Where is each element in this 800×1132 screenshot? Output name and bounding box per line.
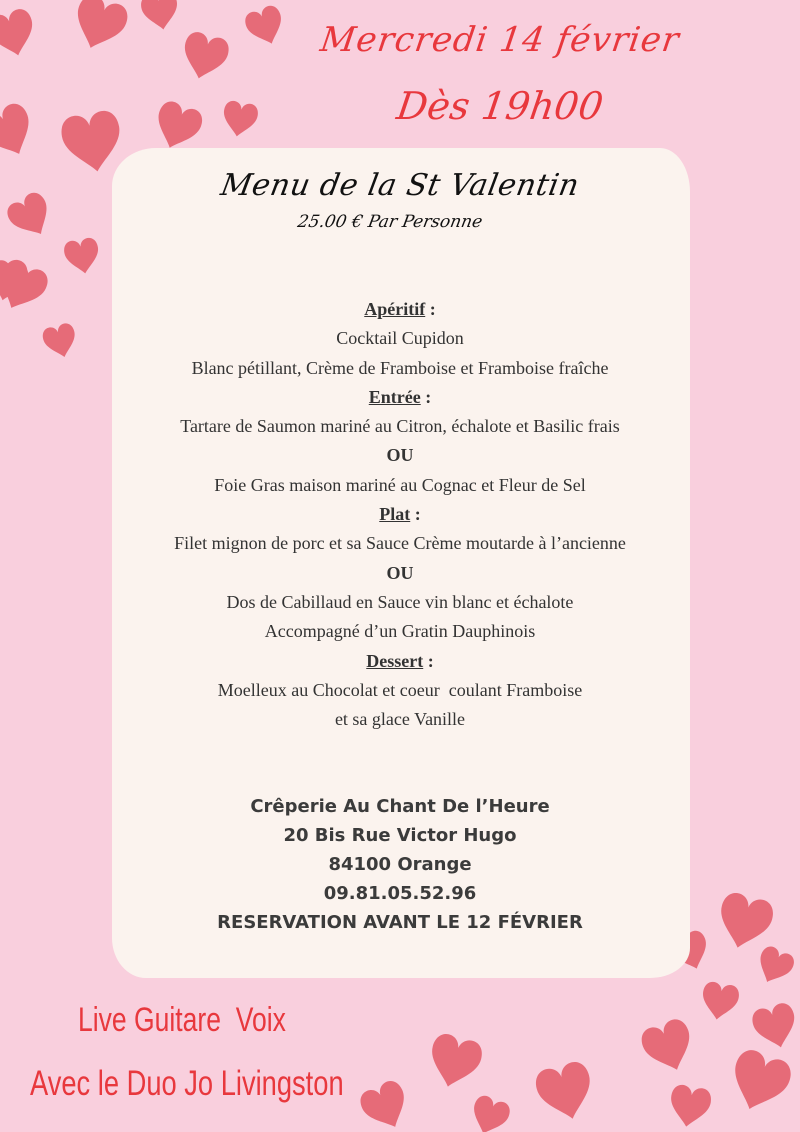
heart-shape [750,1001,800,1053]
heart-shape [220,100,259,140]
heart-shape [466,1093,512,1132]
menu-item: Dos de Cabillaud en Sauce vin blanc et échalote [226,591,574,612]
menu-item: Accompagné d’un Gratin Dauphinois [264,621,536,642]
band-name-line: Avec le Duo Jo Livingston [30,1064,344,1103]
reservation-note: RESERVATION AVANT LE 12 FÉVRIER [217,912,583,933]
menu-price: 25.00 € Par Personne [296,212,484,232]
heart-shape [67,0,131,56]
heart-shape [149,98,206,155]
menu-item: Filet mignon de porc et sa Sauce Crème moutarde à l’ancienne [174,533,626,554]
section-plat: Plat : [379,504,421,525]
section-heading: Plat [379,504,411,525]
restaurant-name: Crêperie Au Chant De l’Heure [250,796,550,817]
heart-shape [424,1031,485,1093]
live-music-line: Live Guitare Voix [78,1001,286,1039]
heart-shape [41,322,80,362]
restaurant-city: 84100 Orange [328,854,472,875]
heart-shape [0,256,52,318]
heart-shape [356,1077,415,1132]
heart-shape [532,1059,598,1126]
heart-shape [699,980,741,1022]
heart-shape [712,890,776,954]
heart-shape [177,30,231,84]
heart-shape [242,3,288,50]
heart-shape [0,100,41,164]
contact-block [150,792,650,937]
menu-title: Menu de la St Valentin [218,168,582,203]
restaurant-phone: 09.81.05.52.96 [323,883,477,904]
menu-item: et sa glace Vanille [334,709,466,730]
section-aperitif: Apéritif : [364,299,436,319]
menu-item: Cocktail Cupidon [336,328,464,349]
menu-separator: OU [386,445,414,466]
section-heading: Entrée [368,386,421,407]
heart-shape [59,108,126,176]
menu-separator: OU [386,562,414,583]
heart-shape [638,1016,700,1078]
event-date: Mercredi 14 février [317,20,683,60]
menu-item: Tartare de Saumon mariné au Citron, échalote et Basilic frais [180,416,620,437]
restaurant-street: 20 Bis Rue Victor Hugo [283,825,517,846]
menu-item: Foie Gras maison mariné au Cognac et Fleur de Sel [214,474,586,495]
heart-shape [63,237,102,277]
event-time: Dès 19h00 [394,84,606,128]
section-entree: Entrée : [368,386,432,407]
heart-shape [723,1046,795,1119]
section-heading: Apéritif [364,299,426,319]
heart-shape [139,0,181,33]
menu-item: Moelleux au Chocolat et coeur coulant Framboise [217,679,583,700]
menu-body [100,295,700,734]
section-dessert: Dessert : [366,650,434,671]
heart-shape [0,7,40,61]
section-heading: Dessert [366,650,424,671]
menu-item: Blanc pétillant, Crème de Framboise et Framboise fraîche [191,357,609,378]
heart-shape [752,944,797,990]
heart-shape [666,1083,712,1130]
